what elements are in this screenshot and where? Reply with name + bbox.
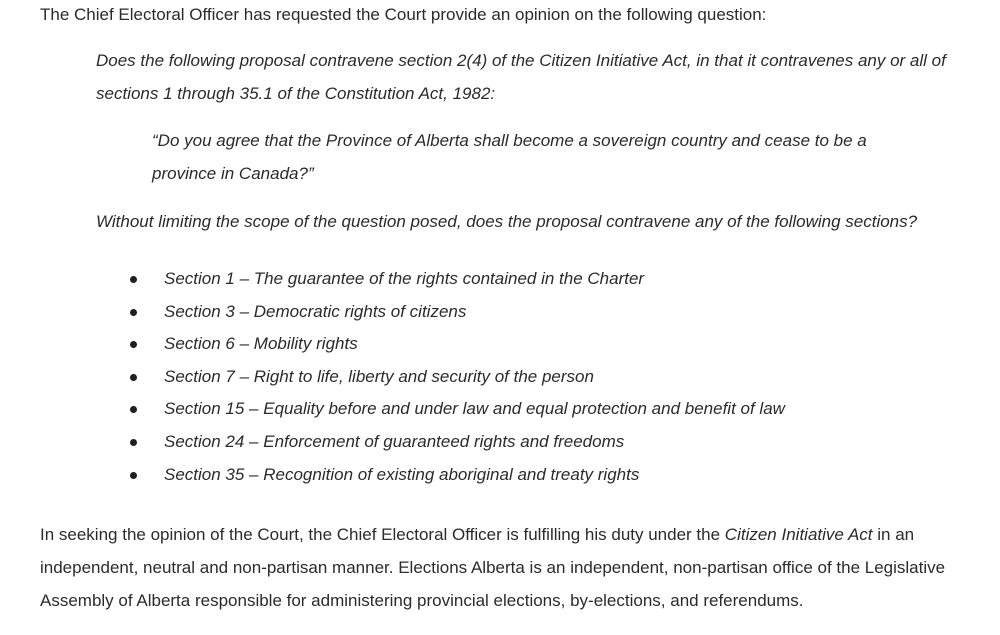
bullet-icon — [130, 276, 137, 283]
list-item — [0, 296, 1000, 329]
list-item — [0, 393, 1000, 426]
bullet-icon — [130, 472, 137, 479]
section-text: Section 1 – The guarantee of the rights contained in the Charter — [164, 269, 645, 288]
bullet-icon — [130, 374, 137, 381]
section-text: Section 24 – Enforcement of guaranteed rights and freedoms — [164, 431, 625, 451]
list-item — [0, 426, 1000, 459]
list-item — [0, 459, 1000, 492]
bullet-icon — [130, 341, 137, 348]
closing-text-end: in an independent, neutral and non-partisan manner. Elections Alberta is an independent, non-partisan office of the Legislative Assembly of Alberta responsible for administering provincial elections, by-elections, and referendums. — [40, 525, 946, 610]
bullet-icon — [130, 309, 137, 316]
section-text: Section 35 – Recognition of existing aboriginal and treaty rights — [164, 464, 640, 484]
act-name: Citizen Initiative Act — [724, 525, 873, 544]
list-item — [0, 263, 1000, 296]
bullet-icon — [130, 439, 137, 446]
section-text: Section 7 – Right to life, liberty and security of the person — [164, 366, 594, 386]
closing-text-start: In seeking the opinion of the Court, the Chief Electoral Officer is fulfilling his duty under the — [40, 525, 725, 544]
section-text: Section 15 – Equality before and under law and equal protection and benefit of law — [164, 399, 785, 419]
section-text: Section 6 – Mobility rights — [164, 334, 358, 354]
closing-paragraph — [40, 518, 970, 617]
question-paragraph: Does the following proposal contravene section 2(4) of the Citizen Initiative Act, in that it contravenes any or all of sections 1 through 35.1 of the Constitution Act, 1982: — [96, 51, 946, 103]
referendum-quote: “Do you agree that the Province of Alberta shall become a sovereign country and cease to be a province in Canada?” — [152, 131, 867, 183]
intro-paragraph: The Chief Electoral Officer has requested the Court provide an opinion on the following question: — [40, 5, 767, 24]
sections-list — [0, 263, 1000, 491]
list-item — [0, 361, 1000, 394]
bullet-icon — [130, 406, 137, 413]
scope-question: Without limiting the scope of the question posed, does the proposal contravene any of the following sections? — [96, 212, 918, 231]
section-text: Section 3 – Democratic rights of citizens — [164, 301, 467, 321]
list-item — [0, 328, 1000, 361]
